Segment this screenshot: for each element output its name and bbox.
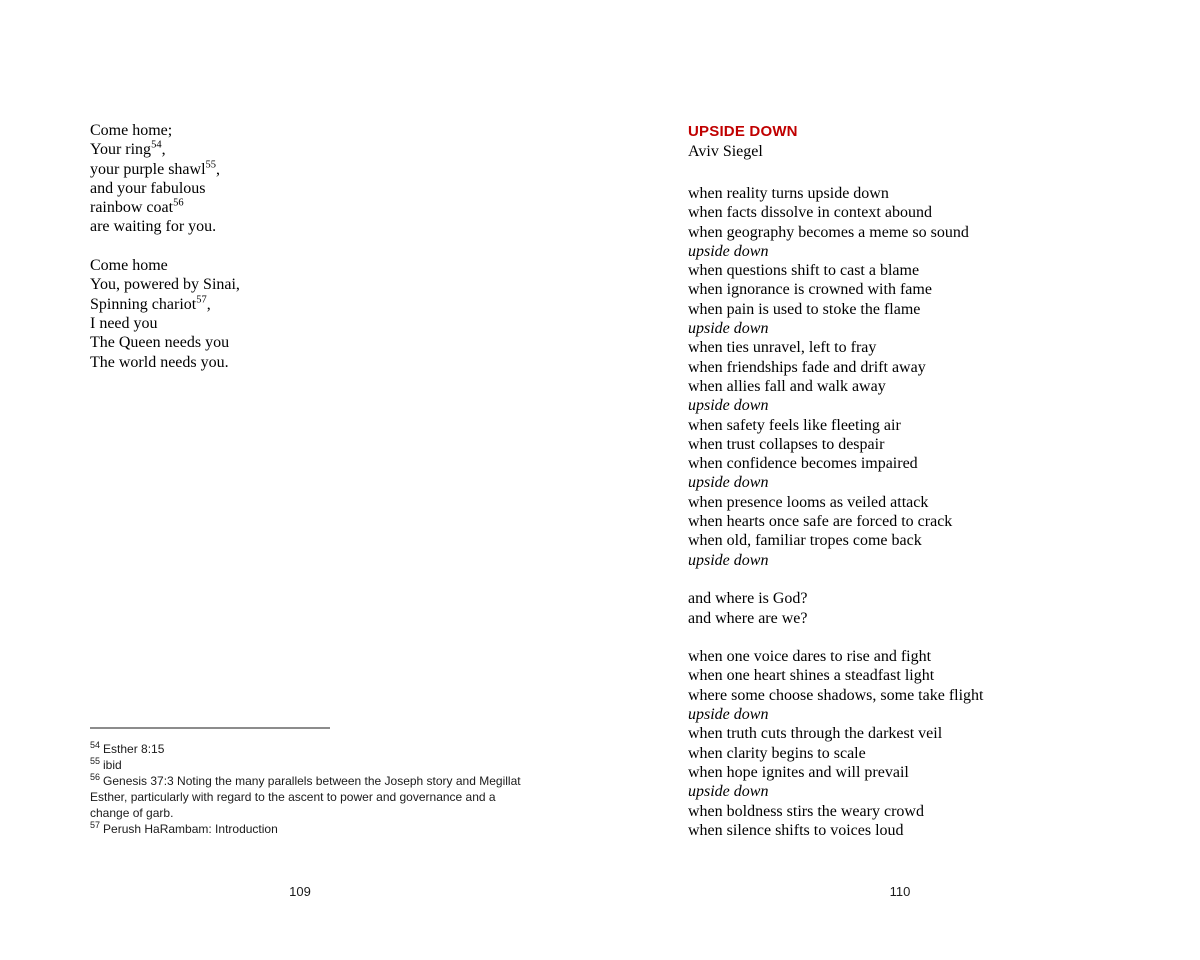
poem-line: [688, 724, 1018, 743]
poem-line: [90, 353, 520, 372]
right-poem: [688, 184, 1018, 840]
page-number-right: 110: [889, 884, 911, 899]
poem-line-text: when clarity begins to scale: [688, 744, 866, 762]
poem-line-text: The world needs you.: [90, 353, 229, 371]
poem-line: [688, 184, 1018, 203]
poem-line: [688, 319, 1018, 338]
poem-line: [90, 314, 520, 333]
poem-line-text: when questions shift to cast a blame: [688, 262, 920, 280]
footnote-text: ibid: [103, 758, 122, 772]
poem-line-text: when truth cuts through the darkest veil: [688, 725, 943, 743]
footnote-number: 55: [90, 756, 101, 766]
poem-line-tail: ,: [206, 295, 211, 313]
poem-line-text: when old, familiar tropes come back: [688, 532, 922, 550]
poem-line: [688, 686, 1018, 705]
poem-line-text: when hope ignites and will prevail: [688, 763, 909, 781]
poem-line-text: upside down: [688, 397, 769, 415]
footnote-text: Perush HaRambam: Introduction: [103, 822, 278, 836]
poem-line-text: where some choose shadows, some take flight: [688, 686, 984, 704]
poem-line-text: when geography becomes a meme so sound: [688, 223, 969, 241]
poem-line: [688, 473, 1018, 492]
footnote-item: [90, 773, 526, 821]
poem-line: [688, 802, 1018, 821]
footnote-text: Esther 8:15: [103, 742, 165, 756]
right-page: [688, 122, 1018, 840]
poem-line: [90, 256, 520, 275]
poem-line: [688, 570, 1018, 589]
poem-line-tail: ,: [161, 141, 166, 159]
poem-line: [90, 237, 520, 256]
poem-line: [688, 242, 1018, 261]
poem-line-text: when silence shifts to voices loud: [688, 821, 904, 839]
poem-line-text: Spinning chariot: [90, 295, 197, 313]
footnote-ref: 54: [151, 139, 162, 151]
poem-line-text: when one heart shines a steadfast light: [688, 667, 935, 685]
poem-line-text: You, powered by Sinai,: [90, 276, 240, 294]
poem-line-text: upside down: [688, 242, 769, 260]
poem-line-text: upside down: [688, 783, 769, 801]
poem-line-text: are waiting for you.: [90, 218, 217, 236]
footnote-item: [90, 741, 526, 757]
poem-line: [90, 121, 520, 140]
poem-line-text: upside down: [688, 551, 769, 569]
poem-line: [688, 338, 1018, 357]
poem-line: [688, 744, 1018, 763]
footnote-item: [90, 821, 526, 837]
footnote-number: 57: [90, 820, 101, 830]
poem-line: [688, 628, 1018, 647]
footnote-list: [90, 741, 526, 837]
poem-line-text: when ignorance is crowned with fame: [688, 281, 932, 299]
poem-line: [90, 140, 520, 159]
footnote-separator: [90, 727, 330, 729]
poem-line-text: I need you: [90, 314, 158, 332]
poem-line: [688, 705, 1018, 724]
poem-line: [688, 203, 1018, 222]
poem-line-text: when safety feels like fleeting air: [688, 416, 901, 434]
poem-line: [90, 198, 520, 217]
poem-line: [688, 763, 1018, 782]
poem-line: [90, 333, 520, 352]
poem-line-text: Come home: [90, 257, 168, 275]
poem-line-text: upside down: [688, 474, 769, 492]
poem-line: [688, 223, 1018, 242]
poem-line: [688, 454, 1018, 473]
poem-line: [90, 160, 520, 179]
poem-line-tail: ,: [216, 160, 221, 178]
poem-line: [688, 531, 1018, 550]
footnote-number: 54: [90, 740, 101, 750]
poem-line: [688, 493, 1018, 512]
poem-line-text: your purple shawl: [90, 160, 206, 178]
poem-line: [688, 782, 1018, 801]
poem-line-text: when hearts once safe are forced to crack: [688, 513, 953, 531]
poem-line-text: The Queen needs you: [90, 334, 230, 352]
poem-line: [688, 821, 1018, 840]
poem-line: [688, 280, 1018, 299]
footnotes-block: [90, 727, 526, 837]
poem-line: [90, 295, 520, 314]
poem-line-text: when ties unravel, left to fray: [688, 339, 877, 357]
poem-line-text: rainbow coat: [90, 199, 174, 217]
poem-line: [688, 358, 1018, 377]
footnote-ref: 57: [196, 294, 207, 306]
poem-line: [688, 551, 1018, 570]
poem-line-text: and where are we?: [688, 609, 808, 627]
poem-line-text: when reality turns upside down: [688, 185, 889, 202]
poem-line-text: upside down: [688, 706, 769, 724]
poem-line-text: upside down: [688, 320, 769, 338]
footnote-number: 56: [90, 772, 101, 782]
poem-line-text: when friendships fade and drift away: [688, 358, 926, 376]
poem-line-text: when trust collapses to despair: [688, 435, 885, 453]
poem-line-text: Come home;: [90, 122, 173, 139]
poem-line: [688, 647, 1018, 666]
poem-line: [688, 435, 1018, 454]
poem-line-text: when facts dissolve in context abound: [688, 204, 932, 222]
poem-author: Aviv Siegel: [688, 143, 763, 160]
poem-line-text: when boldness stirs the weary crowd: [688, 802, 924, 820]
left-poem: [90, 121, 520, 372]
poem-line: [688, 416, 1018, 435]
footnote-ref: 56: [173, 197, 184, 209]
poem-line: [90, 179, 520, 198]
poem-line-text: Your ring: [90, 141, 152, 159]
poem-line-text: when pain is used to stoke the flame: [688, 300, 921, 318]
page-number-left: 109: [289, 884, 311, 899]
poem-title: UPSIDE DOWN: [688, 123, 798, 140]
poem-line-text: when confidence becomes impaired: [688, 455, 918, 473]
poem-line: [688, 589, 1018, 608]
footnote-item: [90, 757, 526, 773]
poem-line: [688, 300, 1018, 319]
poem-line: [90, 275, 520, 294]
poem-line: [688, 396, 1018, 415]
poem-line-text: when allies fall and walk away: [688, 377, 886, 395]
poem-line-text: and where is God?: [688, 590, 808, 608]
poem-line: [688, 609, 1018, 628]
poem-line: [688, 512, 1018, 531]
footnote-text: Genesis 37:3 Noting the many parallels between the Joseph story and Megillat Esther, particularly with regard to the ascent to power and governance and a change of garb.: [90, 774, 521, 820]
footnote-ref: 55: [205, 159, 217, 171]
poem-line: [688, 377, 1018, 396]
poem-line-text: when one voice dares to rise and fight: [688, 648, 932, 666]
poem-line: [688, 666, 1018, 685]
poem-line-text: and your fabulous: [90, 179, 206, 197]
poem-line: [90, 217, 520, 236]
poem-line: [688, 261, 1018, 280]
poem-line-text: when presence looms as veiled attack: [688, 493, 929, 511]
